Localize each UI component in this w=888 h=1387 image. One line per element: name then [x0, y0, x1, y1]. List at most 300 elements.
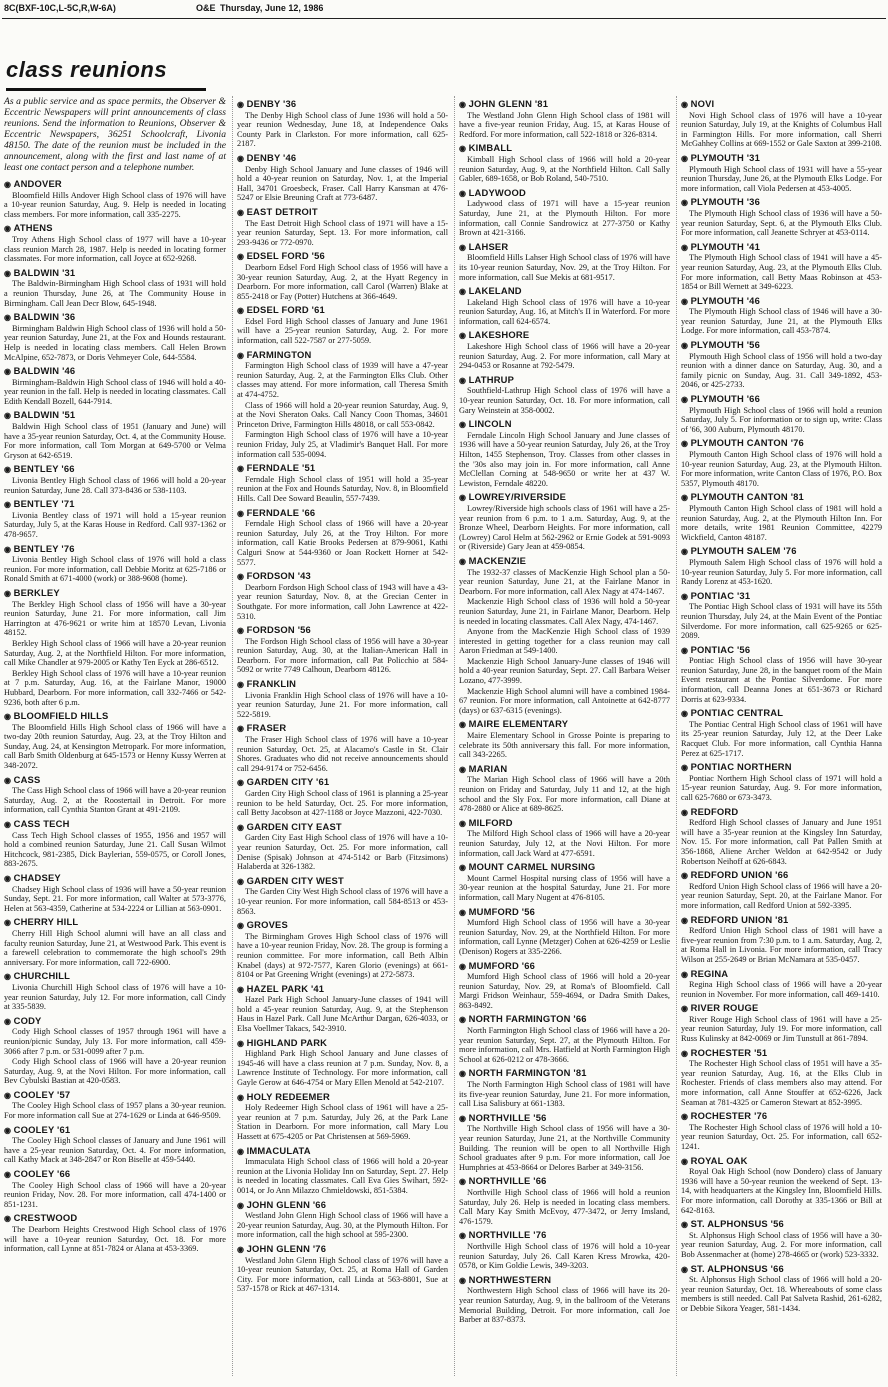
- school-heading: ◉ PONTIAC '56: [681, 645, 882, 656]
- reunion-text: Highland Park High School January and June classes of 1945-46 will have a class reunion at 7 p.m. Sunday, Nov. 8, a Lawrence Institute of Technology. For more information, call Gayle Gerow at 646-4754 or Mary Ellen Menold at 542-2107.: [237, 1049, 448, 1088]
- reunion-text: The Berkley High School class of 1956 will have a 30-year reunion Saturday, June 21. For more information, call Jim Harrington at 476-9621 or write him at 18570 Levan, Livonia 48152.: [4, 599, 226, 638]
- reunion-entry: [237, 153, 448, 203]
- school-heading: ◉ DENBY '36: [237, 99, 448, 110]
- header-rule: [2, 18, 886, 19]
- reunion-text: Garden City East High School class of 1976 will have a 10-year reunion Saturday, Oct. 25. For more information, call Denise (Spisak) Johnson at 474-5142 or Barb (Fitzsimons) Halaberda at 326-1382.: [237, 833, 448, 872]
- reunion-text: Westland John Glenn High School class of 1966 will have a 20-year reunion Saturday, Aug. 30, at the Plymouth Hilton. For more information, call the high school at 595-2300.: [237, 1211, 448, 1240]
- school-heading: ◉ PLYMOUTH '46: [681, 296, 882, 307]
- reunion-entry: [4, 1169, 226, 1209]
- reunion-entry: [459, 419, 670, 488]
- school-heading: ◉ CHADSEY: [4, 873, 226, 884]
- reunion-details: [4, 191, 226, 220]
- reunion-entry: [237, 1146, 448, 1196]
- reunion-text: Baldwin High School class of 1951 (January and June) will have a 35-year reunion Saturday, Oct. 4, at the Community House. For more information, call Tom Morgan at 649-5700 or Velma Gryson at 642-6519.: [4, 422, 226, 460]
- reunion-text: The Cooley High School class of 1966 will have a 20-year reunion Friday, Nov. 28. For more information, call 474-1400 or 851-1231.: [4, 1180, 226, 1209]
- reunion-details: [681, 656, 882, 704]
- reunion-text: Hazel Park High School January-June classes of 1941 will hold a 45-year reunion Saturday, Aug. 9, at the Stephenson Haus in Hazel Park. Call June McArthur Dargan, 626-4033, or Elsa Voellmer Takacs, 542-3910.: [237, 995, 448, 1034]
- reunion-text: Plymouth High School class of 1966 will hold a reunion Saturday, July 5. For information or to sign up, write: Class of '66, 300 Auburn, Plymouth 48170.: [681, 405, 882, 434]
- reunion-text: Immaculata High School class of 1966 will hold a 20-year reunion at the Livonia Holiday Inn on Saturday, Sept. 27. Help is needed in locating classmates. Call Eva Gies Swihart, 592-0014, or Jo Ann Milazzo Chmieldowski, 851-5384.: [237, 1157, 448, 1195]
- reunion-details: [681, 882, 882, 911]
- reunion-entry: [681, 546, 882, 586]
- reunion-text: The Westland John Glenn High School class of 1981 will have a five-year reunion Friday, Aug. 15, at Karas House of Redford. For more information, call 522-1818 or 326-8314.: [459, 110, 670, 139]
- school-heading: ◉ BENTLEY '66: [4, 464, 226, 475]
- reunion-entry: [681, 153, 882, 193]
- reunion-entry: [681, 807, 882, 867]
- school-heading: ◉ REDFORD UNION '81: [681, 915, 882, 926]
- reunion-entry: [4, 268, 226, 308]
- reunion-text: Lakeshore High School class of 1966 will have a 20-year reunion Saturday, Aug. 2. For more information, call Mary at 294-0453 or Rosanne at 792-5479.: [459, 342, 670, 371]
- reunion-details: [237, 1103, 448, 1141]
- reunion-text: Mumford High School class of 1956 will have a 30-year reunion Saturday, Nov. 29, at the Northfield Hilton. For more information, call Lynne (Metzger) Cohen at 626-4259 or Leslie (Denison) Rogers at 335-2266.: [459, 918, 670, 956]
- reunion-entry: [459, 1230, 670, 1270]
- column-4: [676, 96, 888, 1376]
- school-heading: ◉ FRANKLIN: [237, 679, 448, 690]
- reunion-entry: [237, 99, 448, 149]
- reunion-text: Mackenzie High School January-June classes of 1946 will hold a 40-year reunion Saturday, Sept. 27. Call Barbara Weiser Lozano, 477-3999.: [459, 656, 670, 686]
- reunion-details: [459, 829, 670, 858]
- reunion-text: The Marian High School class of 1966 will have a 20th reunion on Friday and Saturday, July 11 and 12, at the high school and the Sly Fox. For more information, call Diane at 478-2880 or Alice at 689-8625.: [459, 775, 670, 814]
- reunion-details: [4, 378, 226, 407]
- reunion-text: Dearborn Fordson High School class of 1943 will have a 43-year reunion Saturday, Nov. 8, at the Grecian Center in Southgate. For more information, call John Lawrence at 422-5310.: [237, 582, 448, 621]
- reunion-details: [4, 1181, 226, 1210]
- reunion-details: [681, 1059, 882, 1107]
- reunion-details: [681, 720, 882, 758]
- reunion-text: St. Alphonsus High School class of 1956 will have a 30-year reunion Saturday, Aug. 2. For more information, call Bob Assenmacher at (home) 278-4665 or (work) 523-3332.: [681, 1230, 882, 1259]
- reunion-entry: [681, 870, 882, 910]
- reunion-details: [237, 789, 448, 818]
- school-heading: ◉ MILFORD: [459, 818, 670, 829]
- reunion-details: [681, 165, 882, 194]
- school-heading: ◉ PLYMOUTH '36: [681, 197, 882, 208]
- school-heading: ◉ CRESTWOOD: [4, 1213, 226, 1224]
- reunion-text: The Garden City West High School class of 1976 will have a 10-year reunion. For more information, call 584-8513 or 453-8563.: [237, 887, 448, 916]
- reunion-text: Redford Union High School class of 1981 will have a five-year reunion from 7:30 p.m. to 1 a.m. Saturday, Aug. 2, at Roma Hall in Livonia. For more information, call Tracy Wilson at 255-2649 or Brian McNamara at 535-0457.: [681, 926, 882, 964]
- reunion-entry: [237, 822, 448, 872]
- reunion-entry: [459, 1068, 670, 1108]
- reunion-details: [459, 1242, 670, 1271]
- reunion-details: [681, 406, 882, 435]
- reunion-details: [681, 774, 882, 803]
- school-heading: ◉ EDSEL FORD '56: [237, 251, 448, 262]
- reunion-text: Northville High School class of 1976 will hold a 10-year reunion Saturday, July 26. Call Karen Kress Mrowka, 420-0578, or Kim Goldie Lewis, 349-3203.: [459, 1241, 670, 1271]
- reunion-details: [459, 504, 670, 552]
- section-name: O&E: [196, 3, 216, 13]
- reunion-entry: [459, 375, 670, 415]
- reunion-text: Maire Elementary School in Grosse Pointe is preparing to celebrate its 50th anniversary this fall. For more information, call 343-2265.: [459, 731, 670, 760]
- school-heading: ◉ JOHN GLENN '76: [237, 1244, 448, 1255]
- reunion-text: The North Farmington High School class of 1981 will have its five-year reunion Saturday, June 21. For more information, call Lisa Salisbury at 661-1383.: [459, 1080, 670, 1109]
- reunion-text: St. Alphonsus High School class of 1966 will hold a 20-year reunion Saturday, Oct. 18. Whereabouts of some class members is still needed. Call Pat Salveta Rashid, 261-6282, or Debbie Sikora Yeager, 581-1434.: [681, 1275, 882, 1313]
- school-heading: ◉ PLYMOUTH SALEM '76: [681, 546, 882, 557]
- reunion-entry: [681, 969, 882, 1000]
- reunion-details: [237, 691, 448, 720]
- reunion-entry: [237, 679, 448, 719]
- reunion-text: The Baldwin-Birmingham High School class of 1931 will hold a reunion Thursday, June 26, at The Community House in Birmingham. Call Jean Decr Blow, 645-1948.: [4, 279, 226, 308]
- reunion-details: [4, 786, 226, 815]
- school-heading: ◉ ANDOVER: [4, 179, 226, 190]
- reunion-details: [237, 317, 448, 346]
- column-2: [232, 96, 454, 1376]
- reunion-entry: [681, 296, 882, 336]
- school-heading: ◉ BALDWIN '51: [4, 410, 226, 421]
- reunion-text: The Plymouth High School class of 1946 will have a 30-year reunion Saturday, June 21, at the Plymouth Elks Lodge. For more information, call 453-7874.: [681, 307, 882, 336]
- reunion-details: [237, 583, 448, 621]
- reunion-entry: [681, 99, 882, 149]
- reunion-entry: [237, 571, 448, 621]
- reunion-entry: [237, 920, 448, 980]
- reunion-text: Cherry Hill High School alumni will have an all class and faculty reunion Saturday, June 21, at Westwood Park. This event is a farewell celebration to commemorate the high school's 29th anniversary. For more information, call 722-6900.: [4, 928, 226, 967]
- reunion-details: [681, 602, 882, 640]
- reunion-entry: [4, 1213, 226, 1253]
- reunion-text: The Rochester High School class of 1951 will have a 35-year reunion Saturday, Aug. 16, at the Elks Club in Rochester. Friends of class members also may attend. For more information, call Anne Stouffer at 652-6226, Jack Seaman at 781-4325 or Cameron Stewart at 852-3995.: [681, 1059, 882, 1107]
- reunion-text: Livonia Bentley High School class of 1976 will hold a class reunion. For more information, call Debbie Moritz at 625-7186 or Ronald Smith at 671-4000 (work) or 388-9608 (home).: [4, 555, 226, 584]
- reunion-text: The Pontiac Central High School class of 1961 will have its 25-year reunion Saturday, July 12, at the Deer Lake Racquet Club. For more information, call Cynthia Hanna Perez at 625-1717.: [681, 719, 882, 758]
- reunion-entry: [4, 410, 226, 460]
- reunion-entry: [4, 775, 226, 815]
- reunion-text: Mount Carmel Hospital nursing class of 1956 will have a 30-year reunion at the hospital Saturday, June 21. For more information, call Mary Nugent at 476-8105.: [459, 873, 670, 902]
- reunion-details: [459, 298, 670, 327]
- reunion-entry: [4, 588, 226, 707]
- reunion-entry: [4, 711, 226, 771]
- school-heading: ◉ GROVES: [237, 920, 448, 931]
- reunion-details: [681, 926, 882, 964]
- reunion-entry: [237, 508, 448, 568]
- reunion-entry: [681, 438, 882, 488]
- reunion-details: [237, 519, 448, 567]
- reunion-details: [237, 833, 448, 871]
- school-heading: ◉ KIMBALL: [459, 143, 670, 154]
- school-heading: ◉ LADYWOOD: [459, 188, 670, 199]
- school-heading: ◉ PLYMOUTH '56: [681, 340, 882, 351]
- school-heading: ◉ NORTHWESTERN: [459, 1275, 670, 1286]
- reunion-details: [459, 568, 670, 716]
- reunion-entry: [237, 350, 448, 460]
- reunion-text: Chadsey High School class of 1936 will have a 50-year reunion Sunday, Sept. 21. For more information, call Walter at 573-3776, Helen at 563-4359, Catherine at 534-2224 or Lillian at 563-0901.: [4, 884, 226, 913]
- reunion-entry: [4, 971, 226, 1011]
- reunion-text: Pontiac Northern High School class of 1971 will hold a 15-year reunion Saturday, Aug. 9. For more information, call 625-7680 or 673-3473.: [681, 773, 882, 802]
- school-heading: ◉ CODY: [4, 1016, 226, 1027]
- page-code: 8C(BXF-10C,L-5C,R,W-6A): [4, 3, 116, 13]
- reunion-details: [681, 504, 882, 542]
- reunion-text: Birmingham Baldwin High School class of 1936 will hold a 50-year reunion Saturday, June 21, at the Fox and Hounds restaurant. Help is needed in locating class members. Call Helen Brown McAlpine, 652-7873, or Doris Vehmeyer Cole, 644-5584.: [4, 323, 226, 362]
- reunion-entry: [459, 764, 670, 814]
- reunion-text: Cody High School classes of 1957 through 1961 will have a reunion/picnic Sunday, July 13. For more information, call 459-3066 after 7 p.m. or 531-0099 after 7 p.m.: [4, 1027, 226, 1056]
- reunion-details: [681, 1123, 882, 1152]
- reunion-details: [459, 386, 670, 415]
- reunion-text: Bloomfield Hills Andover High School class of 1976 will have a 10-year reunion Saturday, Aug. 9. Help is needed in locating class members. For more information, call 335-2275.: [4, 190, 226, 219]
- reunion-details: [459, 1286, 670, 1324]
- reunion-text: Holy Redeemer High School class of 1961 will have a 25-year reunion at 7 p.m. Saturday, July 26, at the Park Lane Station in Dearborn. For more information, call Mary Lou Hassett at 675-4205 or Pat Christensen at 569-5969.: [237, 1103, 448, 1141]
- reunion-details: [4, 1136, 226, 1165]
- reunion-entry: [681, 242, 882, 292]
- reunion-text: Ferndale High School class of 1951 will hold a 35-year reunion at the Fox and Hounds Saturday, Nov. 8, in Bloomfield Hills. Call Dee Soward Beaulin, 557-7439.: [237, 474, 448, 503]
- reunion-details: [4, 723, 226, 771]
- reunion-details: [237, 111, 448, 149]
- reunion-details: [681, 307, 882, 336]
- school-heading: ◉ PONTIAC NORTHERN: [681, 762, 882, 773]
- reunion-text: Livonia Bentley class of 1971 will hold a 15-year reunion Saturday, July 5, at the Karas House in Redford. Call 937-1362 or 478-9657.: [4, 510, 226, 539]
- reunion-details: [4, 511, 226, 540]
- school-heading: ◉ COOLEY '66: [4, 1169, 226, 1180]
- school-heading: ◉ CASS: [4, 775, 226, 786]
- school-heading: ◉ LAHSER: [459, 242, 670, 253]
- reunion-details: [681, 1231, 882, 1260]
- school-heading: ◉ PLYMOUTH '66: [681, 394, 882, 405]
- reunion-entry: [237, 1092, 448, 1142]
- reunion-details: [237, 995, 448, 1033]
- reunion-text: Edsel Ford High School classes of January and June 1961 will have a 25-year reunion Saturday, Aug. 2. For more information, call 522-7587 or 277-5059.: [237, 316, 448, 346]
- school-heading: ◉ GARDEN CITY '61: [237, 777, 448, 788]
- school-heading: ◉ NORTHVILLE '56: [459, 1113, 670, 1124]
- page-header: [0, 0, 888, 20]
- reunion-details: [681, 980, 882, 999]
- reunion-entry: [459, 719, 670, 759]
- school-heading: ◉ NORTHVILLE '66: [459, 1176, 670, 1187]
- reunion-details: [681, 253, 882, 291]
- reunion-details: [4, 600, 226, 708]
- school-heading: ◉ ATHENS: [4, 223, 226, 234]
- reunion-entry: [459, 818, 670, 858]
- reunion-details: [459, 731, 670, 760]
- reunion-text: Northwestern High School class of 1966 will have its 20-year reunion Saturday, Aug. 9, in the ballroom of the Veterans Memorial Building, Detroit. For more information, call Joe Barber at 837-8373.: [459, 1286, 670, 1325]
- reunion-entry: [4, 366, 226, 406]
- school-heading: ◉ LAKELAND: [459, 286, 670, 297]
- school-heading: ◉ COOLEY '61: [4, 1125, 226, 1136]
- school-heading: ◉ REDFORD: [681, 807, 882, 818]
- school-heading: ◉ MOUNT CARMEL NURSING: [459, 862, 670, 873]
- school-heading: ◉ CASS TECH: [4, 819, 226, 830]
- school-heading: ◉ BALDWIN '36: [4, 312, 226, 323]
- reunion-entry: [237, 984, 448, 1034]
- school-heading: ◉ CHURCHILL: [4, 971, 226, 982]
- reunion-entry: [4, 223, 226, 263]
- reunion-text: The Dearborn Heights Crestwood High School class of 1976 will have a 10-year reunion Saturday, Oct. 18. For more information, call Lynne at 851-7824 or Alana at 453-3369.: [4, 1225, 226, 1254]
- column-3-entries: [459, 99, 670, 1325]
- reunion-entry: [237, 723, 448, 773]
- reunion-text: The Cooley High School classes of January and June 1961 will have a 25-year reunion Saturday, Oct. 4. For more information, call Kathy Mack at 348-2847 or Ron Biselle at 459-5440.: [4, 1136, 226, 1165]
- reunion-text: Plymouth High School class of 1956 will hold a two-day reunion with a dinner dance on Saturday, Aug. 30, and a family picnic on Sunday, Aug. 31. Call 349-1892, 453-2046, or 425-2733.: [681, 351, 882, 390]
- reunion-details: [459, 431, 670, 489]
- reunion-text: Ferndale High School class of 1966 will have a 20-year reunion Saturday, July 26, at the Troy Hilton. For more information, call Katie Brooks Pedersen at 879-9061, Kathi Calguri Snow at 544-9360 or Joan Rockett Horner at 542-5577.: [237, 519, 448, 567]
- reunion-entry: [681, 708, 882, 758]
- reunion-details: [4, 1101, 226, 1120]
- school-heading: ◉ FARMINGTON: [237, 350, 448, 361]
- reunion-text: The Plymouth High School class of 1936 will have a 50-year reunion Saturday, Sept. 6, at the Plymouth Elks Club. For more information, call Jeanette Schryer at 453-0114.: [681, 208, 882, 238]
- reunion-details: [4, 983, 226, 1012]
- school-heading: ◉ ROCHESTER '76: [681, 1111, 882, 1122]
- reunion-text: Ferndale Lincoln High School January and June classes of 1936 will have a 50-year reunion Saturday, July 26, at the Troy Hilton, 1455 Stephenson, Troy. Classes from other classes in the '30s also may join in. For more information, call Anne McClellan Corning at 548-9650 or write her at 437 W. Lewiston, Ferndale 48220.: [459, 430, 670, 488]
- reunion-text: Ladywood class of 1971 will have a 15-year reunion Saturday, June 21, at the Plymouth Hilton. For more information, call Connie Sandrowicz at 277-3750 or Kathy Brown at 421-3166.: [459, 199, 670, 238]
- reunion-text: Garden City High School class of 1961 is planning a 25-year reunion to be held Saturday, Oct. 25. For more information, call Betty Jacobson at 427-1188 or Joyce Mazzoni, 422-7030.: [237, 789, 448, 818]
- reunion-details: [681, 450, 882, 488]
- reunion-details: [459, 1080, 670, 1109]
- school-heading: ◉ BALDWIN '31: [4, 268, 226, 279]
- reunion-details: [681, 558, 882, 587]
- school-heading: ◉ LOWREY/RIVERSIDE: [459, 492, 670, 503]
- reunion-text: Northville High School class of 1966 will hold a reunion Saturday, July 26. Help is needed in locating class members. Call Mary Kay Smith McEvoy, 477-3472, or Jerry Imsland, 476-1579.: [459, 1187, 670, 1226]
- reunion-entry: [459, 242, 670, 282]
- reunion-text: Farmington High School class of 1939 will have a 47-year reunion Saturday, Aug. 2, at the Farmington Elks Club. Other classes may attend. For more information, call Theresa Smith at 474-4752.: [237, 361, 448, 400]
- reunion-text: Pontiac High School class of 1956 will have 30-year reunion Saturday, June 28, in the banquet room of the Main Event restaurant at the Pontiac Silverdome. For more information, call Deanna Jones at 651-3673 or Richard Dorris at 623-9334.: [681, 656, 882, 704]
- reunion-entry: [4, 1090, 226, 1121]
- reunion-text: Southfield-Lathrup High School class of 1976 will have a 10-year reunion Saturday, Oct. 18. For more information, call Gary Weinstein at 358-0002.: [459, 386, 670, 415]
- reunion-entry: [459, 862, 670, 902]
- reunion-entry: [459, 143, 670, 183]
- reunion-text: Redford High School classes of January and June 1951 will have a 35-year reunion at the Kingsley Inn Saturday, Nov. 15. For more information, call Pat Pallen Smith at 356-1868, Aliene Archer Weldon at 642-9542 or Judy Robertson Neihoff at 626-6843.: [681, 818, 882, 866]
- school-heading: ◉ CHERRY HILL: [4, 917, 226, 928]
- reunion-details: [459, 972, 670, 1010]
- reunion-text: The Cooley High School class of 1957 plans a 30-year reunion. For more information call Sue at 274-1629 or Linda at 646-9509.: [4, 1101, 226, 1121]
- school-heading: ◉ BLOOMFIELD HILLS: [4, 711, 226, 722]
- reunion-details: [459, 874, 670, 903]
- school-heading: ◉ MACKENZIE: [459, 556, 670, 567]
- reunion-details: [4, 422, 226, 460]
- reunion-entry: [237, 777, 448, 817]
- reunion-text: The Bloomfield Hills High School class of 1966 will have a two-day 20th reunion Saturday, Aug. 23, at the Troy Hilton and Sunday, Aug. 24, at Kensington Metropark. For more information, call Barb Smith Oldenburg at 645-1573 or Henny Kussy Werren at 348-2072.: [4, 722, 226, 771]
- reunion-text: River Rouge High School class of 1961 will have a 25-year reunion Saturday, July 19. For more information, call Russ Kulinsky at 842-0069 or Jim Tunstull at 861-7894.: [681, 1014, 882, 1044]
- school-heading: ◉ BALDWIN '46: [4, 366, 226, 377]
- reunion-entry: [681, 762, 882, 802]
- reunion-entry: [459, 961, 670, 1011]
- reunion-text: Livonia Franklin High School class of 1976 will have a 10-year reunion Saturday, June 21. For more information, call 522-5819.: [237, 690, 448, 719]
- reunion-entry: [237, 463, 448, 503]
- school-heading: ◉ ROCHESTER '51: [681, 1048, 882, 1059]
- reunion-text: The East Detroit High School class of 1971 will have a 15-year reunion Saturday, Sept. 13. For more information, call 293-9436 or 772-0970.: [237, 218, 448, 247]
- reunion-details: [237, 1211, 448, 1240]
- reunion-text: Troy Athens High School class of 1977 will have a 10-year class reunion March 28, 1987. Help is needed in locating former classmates. For more information, call Joyce at 652-9268.: [4, 234, 226, 264]
- school-heading: ◉ IMMACULATA: [237, 1146, 448, 1157]
- reunion-entry: [237, 1038, 448, 1088]
- reunion-text: The Plymouth High School class of 1941 will have a 45-year reunion Saturday, Aug. 23, at the Plymouth Elks Club. For more information, call Betty Maas Robinson at 453-1854 or Bill Wernett at 349-6223.: [681, 253, 882, 292]
- column-1: [0, 96, 232, 1376]
- school-heading: ◉ MARIAN: [459, 764, 670, 775]
- reunion-text: The Milford High School class of 1966 will have a 20-year reunion Saturday, July 12, at the Novi Hilton. For more information, call Jack Ward at 477-6591.: [459, 829, 670, 858]
- school-heading: ◉ BERKLEY: [4, 588, 226, 599]
- reunion-entry: [681, 1003, 882, 1043]
- reunion-text: Cass Tech High School classes of 1955, 1956 and 1957 will hold a combined reunion Saturday, June 21. Call Susan Wilmot Hitchcock, 981-2385, Dick Baylerian, 559-0575, or Coroll Jones, 883-2675.: [4, 830, 226, 869]
- school-heading: ◉ PLYMOUTH '31: [681, 153, 882, 164]
- reunion-entry: [4, 873, 226, 913]
- reunion-details: [237, 165, 448, 203]
- reunion-entry: [681, 1264, 882, 1314]
- reunion-details: [237, 1256, 448, 1294]
- school-heading: ◉ MUMFORD '66: [459, 961, 670, 972]
- school-heading: ◉ RIVER ROUGE: [681, 1003, 882, 1014]
- reunion-details: [681, 1275, 882, 1313]
- reunion-entry: [459, 188, 670, 238]
- reunion-text: Plymouth Canton High School class of 1981 will hold a reunion Saturday, Aug. 2, at the Plymouth Hilton Inn. For more details, write 1981 Reunion Committee, 42279 Wickfield, Canton 48187.: [681, 503, 882, 542]
- reunion-entry: [4, 544, 226, 584]
- column-2-entries: [237, 99, 448, 1294]
- reunion-text: The Denby High School class of June 1936 will hold a 50-year reunion Wednesday, June 18, at Independence Oaks County Park in Clarkston. For more information, call 625-2187.: [237, 110, 448, 149]
- school-heading: ◉ FERNDALE '66: [237, 508, 448, 519]
- reunion-text: The Rochester High School class of 1976 will hold a 10-year reunion Saturday, Oct. 25. For information, call 652-1241.: [681, 1122, 882, 1151]
- column-1-entries: [4, 179, 226, 1254]
- reunion-entry: [681, 645, 882, 705]
- reunion-entry: [459, 286, 670, 326]
- reunion-details: [459, 253, 670, 282]
- school-heading: ◉ GARDEN CITY WEST: [237, 876, 448, 887]
- reunion-entry: [459, 1275, 670, 1325]
- reunion-details: [459, 342, 670, 371]
- reunion-entry: [681, 340, 882, 390]
- reunion-entry: [681, 1219, 882, 1259]
- reunion-details: [237, 475, 448, 504]
- title-box: [6, 56, 206, 91]
- school-heading: ◉ MAIRE ELEMENTARY: [459, 719, 670, 730]
- reunion-entry: [4, 499, 226, 539]
- reunion-text: Lakeland High School class of 1976 will have a 10-year reunion Saturday, Aug. 16, at Mitch's II in Waterford. For more information, call 624-6574.: [459, 297, 670, 326]
- reunion-entry: [237, 1200, 448, 1240]
- reunion-details: [459, 111, 670, 140]
- reunion-text: Mackenzie High School class of 1936 will hold a 50-year reunion Saturday, June 21, in Fairlane Manor, Dearborn. Help is needed in locating classmates. Call Alex Nagy, 474-1467.: [459, 597, 670, 626]
- reunion-entry: [681, 1156, 882, 1216]
- reunion-details: [681, 111, 882, 149]
- reunion-details: [237, 361, 448, 459]
- reunion-entry: [459, 99, 670, 139]
- reunion-details: [4, 279, 226, 308]
- school-heading: ◉ HOLY REDEEMER: [237, 1092, 448, 1103]
- reunion-entry: [4, 179, 226, 219]
- columns: [0, 96, 888, 1376]
- reunion-entry: [459, 492, 670, 552]
- reunion-details: [681, 1167, 882, 1215]
- reunion-entry: [237, 625, 448, 675]
- reunion-details: [4, 324, 226, 362]
- school-heading: ◉ JOHN GLENN '66: [237, 1200, 448, 1211]
- page-title: class reunions: [6, 57, 168, 82]
- reunion-entry: [4, 312, 226, 362]
- reunion-entry: [459, 1014, 670, 1064]
- school-heading: ◉ NORTH FARMINGTON '66: [459, 1014, 670, 1025]
- school-heading: ◉ EDSEL FORD '61: [237, 305, 448, 316]
- reunion-text: North Farmington High School class of 1966 will have a 20-year reunion Saturday, Sept. 27, at the Plymouth Hilton. For more information, call Mrs. Hatfield at North Farmington High School at 626-0212 or 478-3666.: [459, 1026, 670, 1064]
- reunion-text: Lowrey/Riverside high schools class of 1961 will have a 25-year reunion from 6 p.m. to 1 a.m. Saturday, Aug. 9, at the Bronze Wheel, Dearborn Heights. For more information, call (Lowrey) Carol Helm at 562-2962 or Ernie Godek at 591-9093 or (Riverside) Gary Jean at 459-0854.: [459, 503, 670, 552]
- school-heading: ◉ BENTLEY '76: [4, 544, 226, 555]
- reunion-text: The Pontiac High School class of 1931 will have its 55th reunion Thursday, July 24, at the Main Event of the Pontiac Silverdome. For more information, call 625-9265 or 625-2089.: [681, 602, 882, 641]
- school-heading: ◉ NORTH FARMINGTON '81: [459, 1068, 670, 1079]
- school-heading: ◉ PLYMOUTH '41: [681, 242, 882, 253]
- reunion-entry: [237, 207, 448, 247]
- school-heading: ◉ REGINA: [681, 969, 882, 980]
- reunion-text: The Fraser High School class of 1976 will have a 10-year reunion Saturday, Oct. 25, at Alacamo's Castle in St. Clair Shores. Graduates who did not receive announcements should call 294-9174 or 752-6456.: [237, 735, 448, 773]
- reunion-entry: [4, 1125, 226, 1165]
- reunion-entry: [4, 1016, 226, 1086]
- reunion-entry: [681, 591, 882, 641]
- school-heading: ◉ NORTHVILLE '76: [459, 1230, 670, 1241]
- reunion-details: [237, 263, 448, 301]
- reunion-text: Cody High School class of 1966 will have a 20-year reunion Saturday, Aug. 9, at the Novi Hilton. For more information, call Bev Cybulski Bastian at 420-0583.: [4, 1057, 226, 1086]
- school-heading: ◉ HAZEL PARK '41: [237, 984, 448, 995]
- reunion-details: [459, 918, 670, 956]
- reunion-entry: [681, 915, 882, 965]
- school-heading: ◉ LATHRUP: [459, 375, 670, 386]
- reunion-details: [4, 555, 226, 584]
- reunion-details: [681, 1015, 882, 1044]
- reunion-text: Berkley High School class of 1976 will have a 10-year reunion at 7 p.m. Saturday, Aug. 16, at the Fairlane Manor, 19000 Hubbard, Dearborn. For more information, call 332-7466 or 542-9236, both after 6 p.m.: [4, 668, 226, 707]
- reunion-text: Livonia Bentley High School class of 1966 will hold a 20-year reunion Saturday, June 28. Call 373-8436 or 538-1103.: [4, 476, 226, 495]
- reunion-text: Plymouth Canton High School class of 1976 will hold a 10-year reunion Saturday, Aug. 23, at the Plymouth Hilton. For more information, write Canton Class of 1976, P.O. Box 5357, Plymouth 48170.: [681, 450, 882, 488]
- school-heading: ◉ BENTLEY '71: [4, 499, 226, 510]
- reunion-text: Mumford High School class of 1966 will hold a 20-year reunion Saturday, Nov. 29, at Roma's of Bloomfield. Call Margi Fridson Weinhaur, 559-4694, or Dadra Smith Dakes, 863-8492.: [459, 972, 670, 1010]
- school-heading: ◉ NOVI: [681, 99, 882, 110]
- reunion-details: [4, 1225, 226, 1254]
- reunion-details: [459, 1124, 670, 1172]
- reunion-text: Birmingham-Baldwin High School class of 1946 will hold a 40-year reunion in the fall. Help is needed in locating classmates. Call Edith Kendall Bozell, 644-7914.: [4, 377, 226, 406]
- reunion-details: [459, 155, 670, 184]
- reunion-details: [681, 352, 882, 390]
- reunion-details: [237, 735, 448, 773]
